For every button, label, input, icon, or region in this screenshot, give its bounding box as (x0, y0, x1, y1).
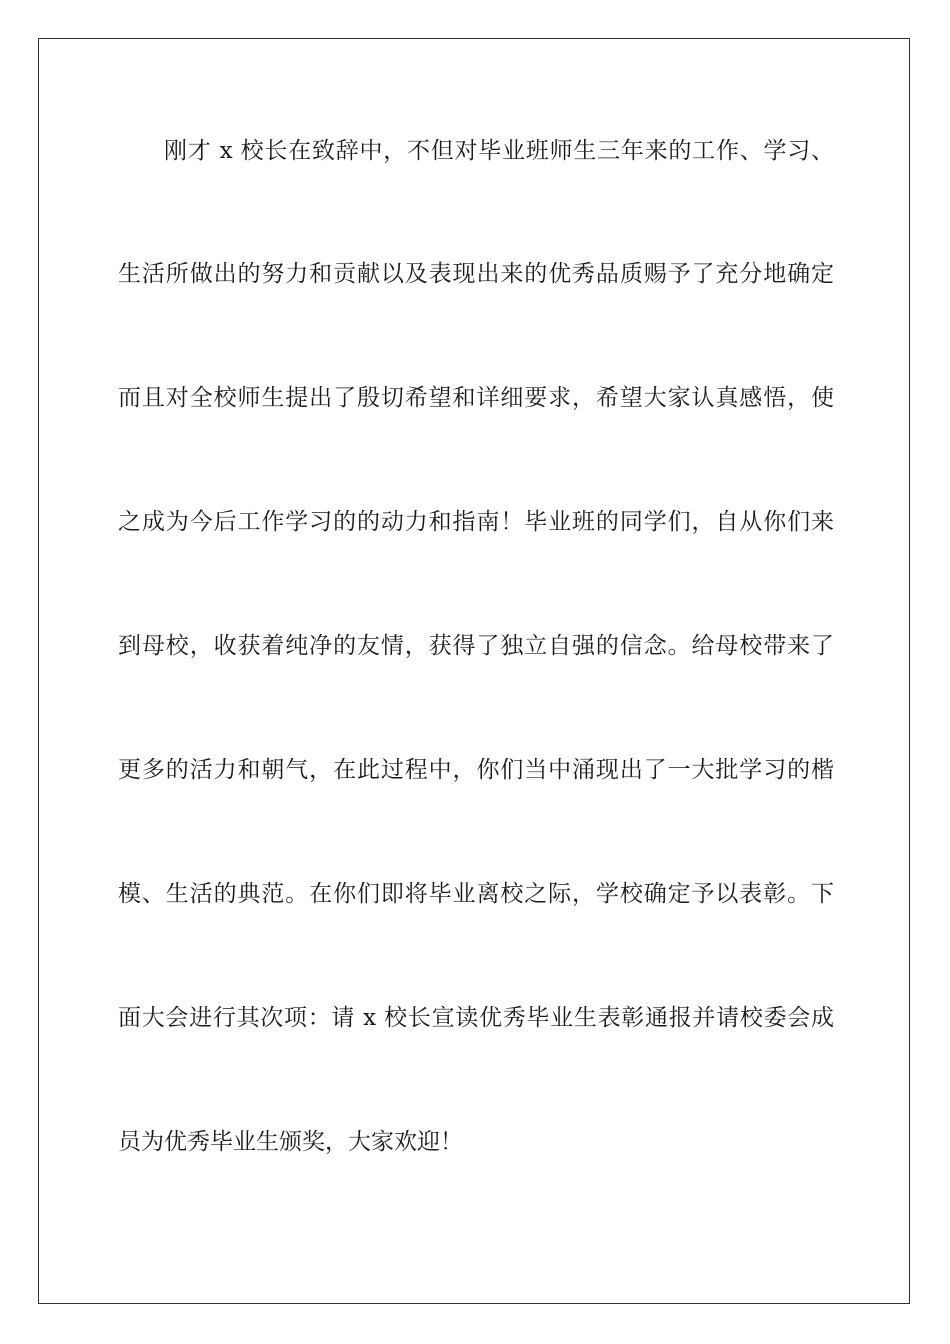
paragraph-line: 更多的活力和朝气，在此过程中，你们当中涌现出了一大批学习的楷 (118, 757, 834, 783)
paragraph-line: 面大会进行其次项：请 x 校长宣读优秀毕业生表彰通报并请校委会成 (118, 1005, 834, 1031)
paragraph-line: 到母校，收获着纯净的友情，获得了独立自强的信念。给母校带来了 (118, 633, 834, 659)
paragraph-line: 而且对全校师生提出了殷切希望和详细要求，希望大家认真感悟，使 (118, 385, 834, 411)
paragraph-line: 模、生活的典范。在你们即将毕业离校之际，学校确定予以表彰。下 (118, 881, 834, 907)
paragraph-line: 员为优秀毕业生颁奖，大家欢迎！ (118, 1129, 463, 1155)
paragraph-line: 刚才 x 校长在致辞中，不但对毕业班师生三年来的工作、学习、 (164, 138, 834, 164)
paragraph-line: 之成为今后工作学习的的动力和指南！毕业班的同学们，自从你们来 (118, 509, 834, 535)
page-border (38, 38, 910, 1304)
paragraph-line: 生活所做出的努力和贡献以及表现出来的优秀品质赐予了充分地确定 (118, 261, 834, 287)
